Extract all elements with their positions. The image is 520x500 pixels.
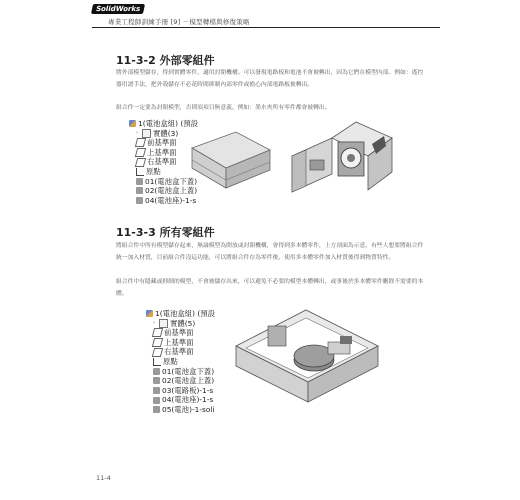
body-icon <box>136 187 143 194</box>
page-number: 11-4 <box>96 474 111 482</box>
plane-icon <box>152 338 163 347</box>
expand-caret-icon[interactable]: › <box>153 319 155 326</box>
section-heading-external: 11-3-2 外部零組件 <box>116 54 215 67</box>
tree-item-label: 上基準面 <box>147 147 177 157</box>
tree-item-label: 04(電池座)-1-s <box>145 195 197 205</box>
tree-item[interactable] <box>146 309 228 319</box>
tree-item-label: 1(電池盒組) (預設 <box>155 309 216 318</box>
expand-caret-icon[interactable]: › <box>136 129 138 136</box>
assembly-icon <box>129 120 136 127</box>
plane-icon <box>152 328 163 337</box>
tree-item-label: 實體(3) <box>153 128 179 138</box>
body-icon <box>153 397 160 404</box>
body-icon <box>153 406 160 413</box>
tree-item-label: 原點 <box>163 356 178 366</box>
tree-item-label: 前基準面 <box>164 328 194 338</box>
tree-item[interactable] <box>146 347 228 357</box>
origin-icon <box>153 358 161 366</box>
tree-item-label: 04(電池座)-1-s <box>162 395 214 405</box>
tree-item-label: 01(電池盒下蓋) <box>145 176 198 186</box>
tree-item[interactable] <box>146 338 228 348</box>
tree-item[interactable] <box>146 395 228 405</box>
assembly-icon <box>146 310 153 317</box>
tree-item[interactable] <box>146 367 228 377</box>
folder-icon <box>142 129 151 138</box>
tree-item-label: 1(電池盒組) (預設 <box>138 119 199 128</box>
section2-paragraph-2: 組合件中有隱藏或抑制的模型，不會被儲存出來，可以避免不必要的模型本體轉出，或事後於多本體零件刪除不需要的本體。 <box>116 279 424 297</box>
header-title: 專業工程師訓練手冊 [9] －模型轉檔與修復策略 <box>108 18 250 26</box>
tree-item-label: 原點 <box>146 166 161 176</box>
feature-tree-all <box>146 309 228 415</box>
closed-box-model-image <box>188 122 274 198</box>
tree-item-label: 05(電池)-1-soli <box>162 404 215 414</box>
tree-item[interactable] <box>146 328 228 338</box>
section-cut-model-image <box>286 116 400 200</box>
plane-icon <box>135 158 146 167</box>
tree-item-label: 02(電池盒上蓋) <box>145 186 198 196</box>
origin-icon <box>136 168 144 176</box>
tree-item-label: 01(電池盒下蓋) <box>162 366 215 376</box>
solidworks-logo: SolidWorks <box>91 4 145 14</box>
section1-paragraph-1: 將外部模型儲存，得到實體零件，適用封閉機構。可以發現電路板和電池不會被轉出，因為它們在模型內部。例如：遙控器用譜手法，把外殼儲存不必花時間抑制內部零件或擔心內部電路板被轉出。 <box>116 70 424 88</box>
body-icon <box>153 387 160 394</box>
tree-item[interactable] <box>146 357 228 367</box>
body-icon <box>153 377 160 384</box>
tree-item[interactable] <box>146 376 228 386</box>
tree-item-label: 02(電池盒上蓋) <box>162 376 215 386</box>
tree-item-label: 實體(5) <box>170 318 196 328</box>
body-icon <box>136 197 143 204</box>
section2-paragraph-1: 將組合件中所有模型儲存起來，無論模型為開放或封閉機構，會得到多本體零件，上方剖面為示意。有些人想要將組合件統一加入材質，目前組合件沒這功能，可以將組合件存為零件後，使用多本體零件加入材質後得到物質特性。 <box>116 243 424 261</box>
section-heading-all: 11-3-3 所有零組件 <box>116 226 215 239</box>
tree-item[interactable] <box>146 319 228 329</box>
tree-item[interactable] <box>146 386 228 396</box>
folder-icon <box>159 319 168 328</box>
tree-item-label: 右基準面 <box>147 157 177 167</box>
tree-item[interactable] <box>146 405 228 415</box>
tree-item-label: 03(電路板)-1-s <box>162 385 214 395</box>
body-icon <box>153 368 160 375</box>
body-icon <box>136 178 143 185</box>
tree-item-label: 右基準面 <box>164 347 194 357</box>
section1-paragraph-2: 組合件一定要為封閉模型，否則須項目無意義，例如：墨水夾所有零件都會被轉出。 <box>116 105 331 111</box>
tree-item-label: 上基準面 <box>164 337 194 347</box>
tree-item-label: 前基準面 <box>147 138 177 148</box>
assembly-model-image <box>232 302 382 408</box>
plane-icon <box>135 138 146 147</box>
plane-icon <box>135 148 146 157</box>
plane-icon <box>152 348 163 357</box>
header-rule <box>92 27 440 28</box>
